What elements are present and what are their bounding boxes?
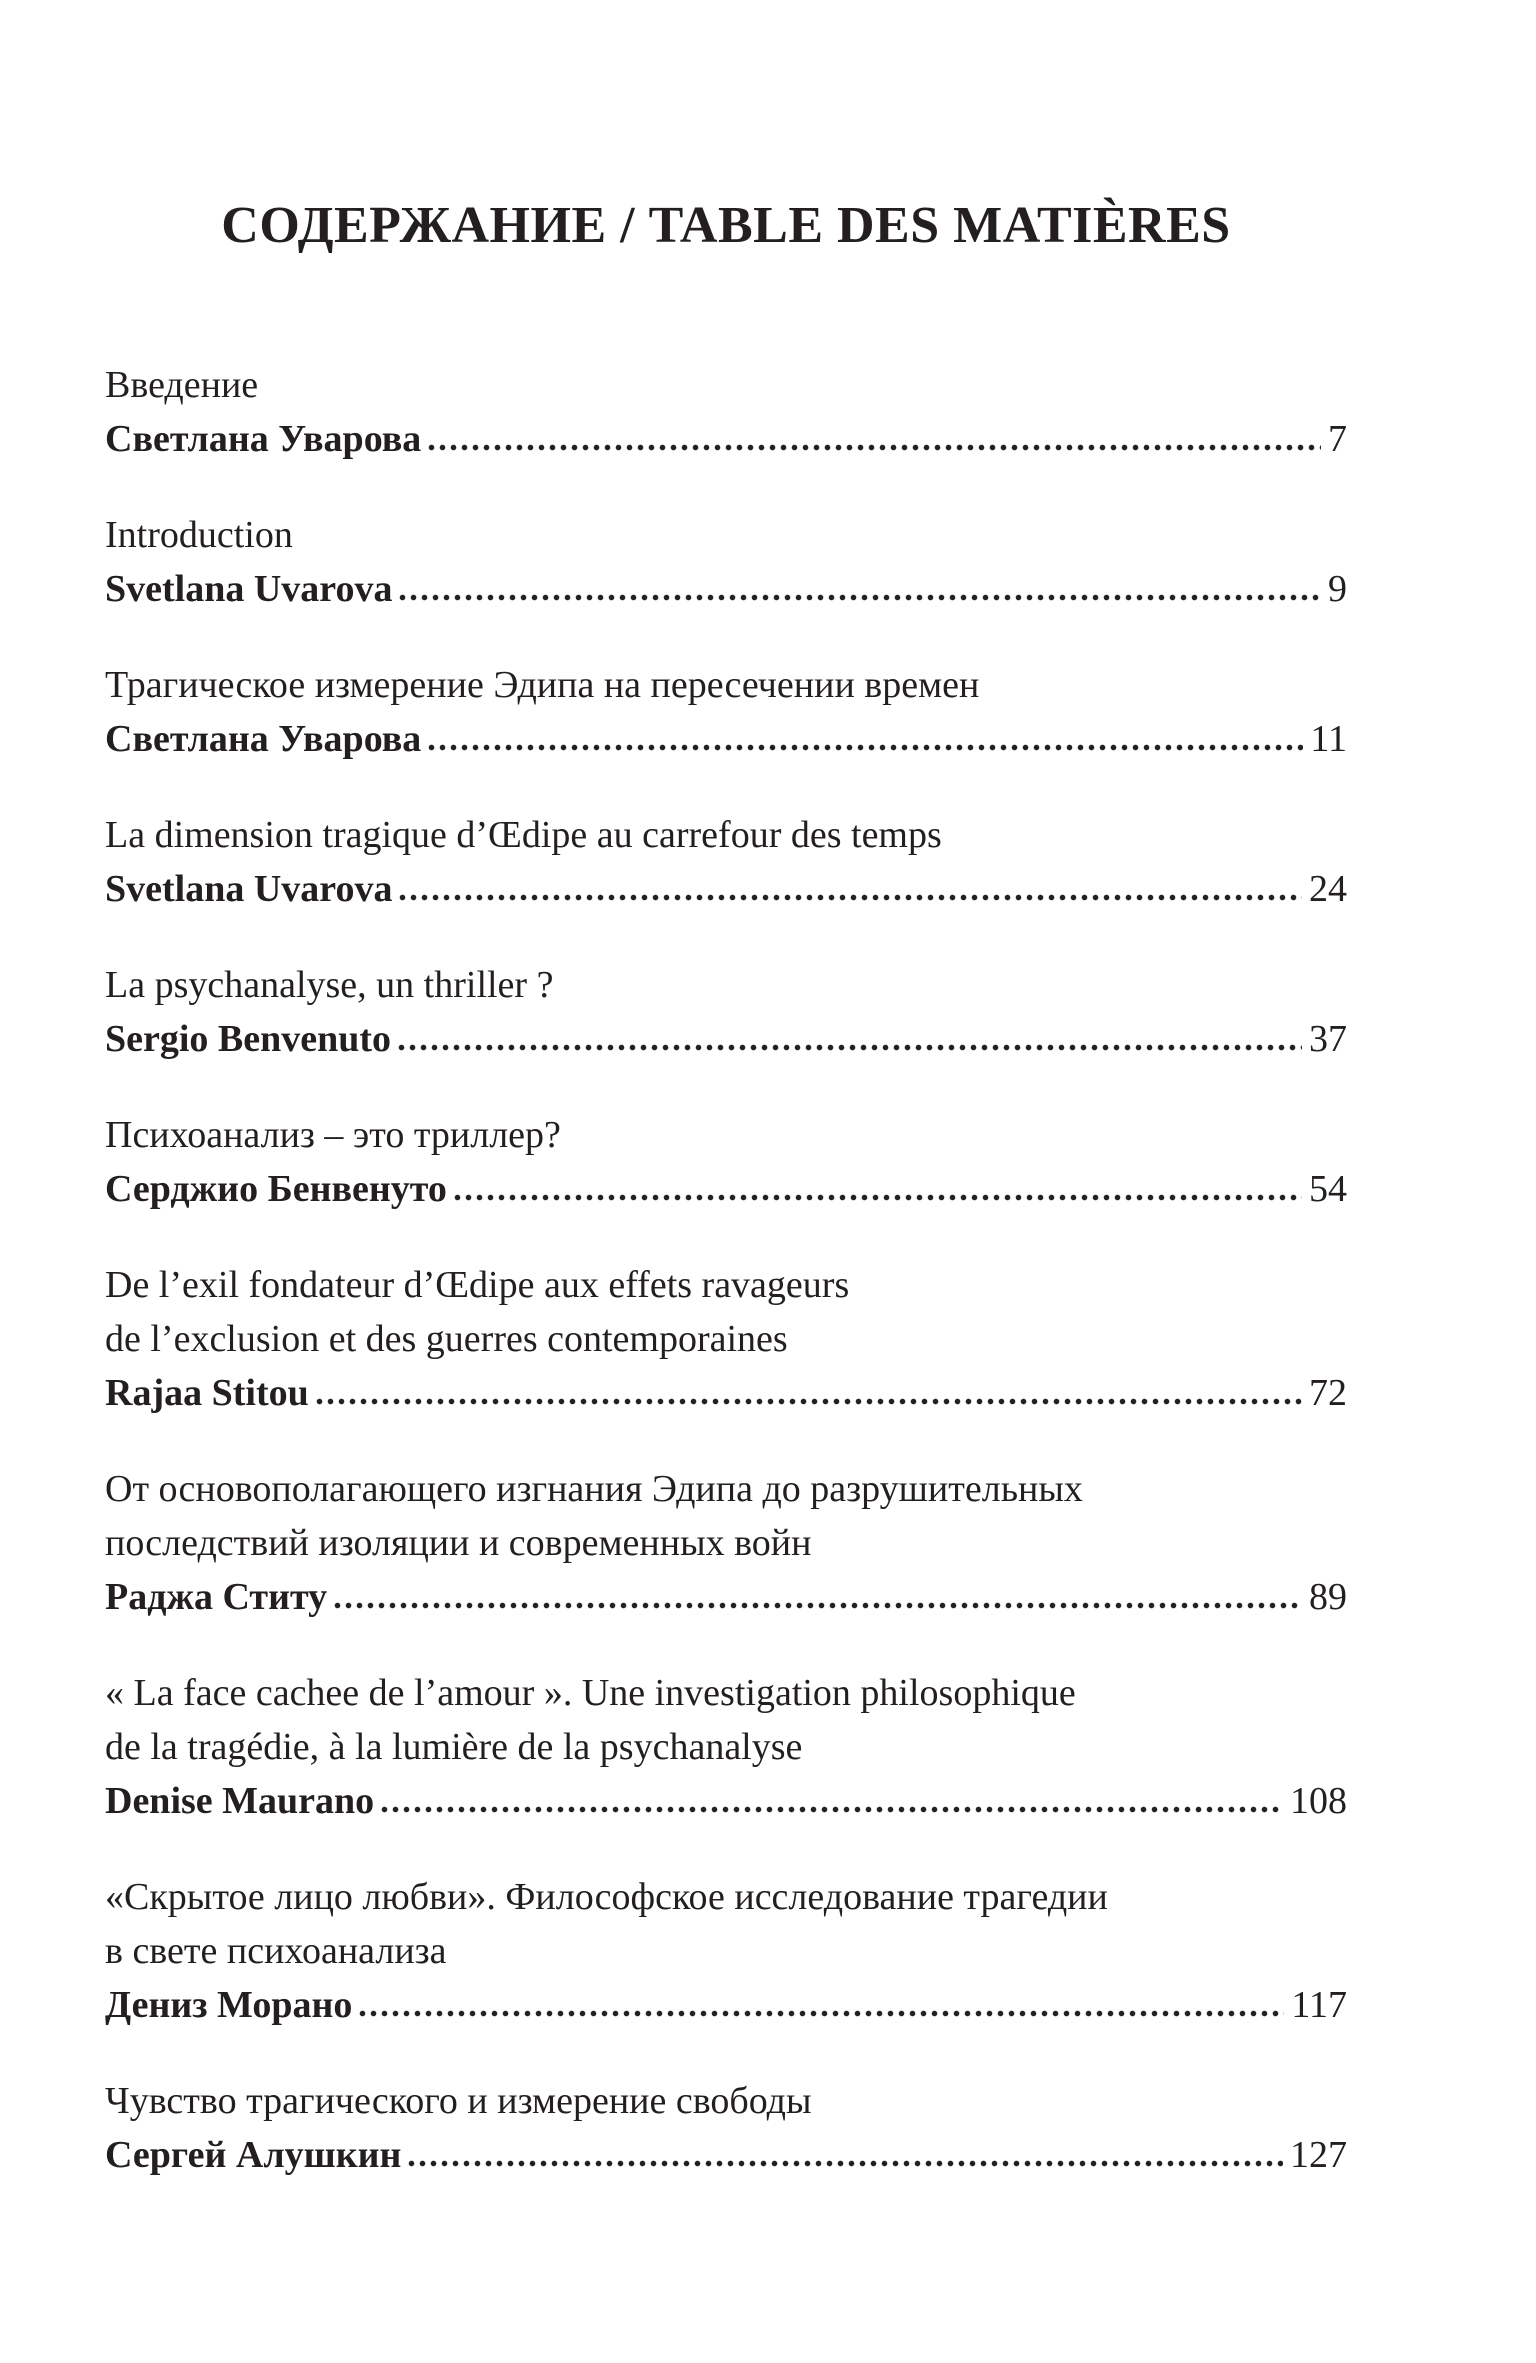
entry-author: Denise Maurano [105, 1780, 375, 1822]
entry-page-number: 54 [1309, 1168, 1347, 1210]
entry-title-line: La dimension tragique d’Œdipe au carrefour des temps [105, 814, 942, 856]
entry-author: Дениз Морано [105, 1984, 353, 2026]
entry-title [105, 358, 1347, 412]
entry-title-line: Introduction [105, 514, 293, 556]
entry-page-number: 9 [1328, 568, 1347, 610]
entry-author-row [105, 862, 1347, 916]
entry-title-line: Введение [105, 364, 259, 406]
toc-entries [105, 358, 1347, 2182]
entry-title [105, 808, 1347, 862]
entry-title-line: La psychanalyse, un thriller ? [105, 964, 554, 1006]
entry-title [105, 1462, 1347, 1570]
entry-author-row [105, 562, 1347, 616]
entry-title-line: Психоанализ – это триллер? [105, 1114, 561, 1156]
entry-author: Серджио Бенвенуто [105, 1168, 447, 1210]
entry-title [105, 1870, 1347, 1978]
toc-entry [105, 1462, 1347, 1624]
entry-page-number: 24 [1309, 868, 1347, 910]
dot-leader [332, 1599, 1302, 1609]
entry-title [105, 508, 1347, 562]
toc-entry [105, 658, 1347, 766]
entry-author: Rajaa Stitou [105, 1372, 309, 1414]
dot-leader [314, 1395, 1302, 1405]
entry-title-line: «Скрытое лицо любви». Философское исследование трагедии [105, 1876, 1108, 1918]
entry-page-number: 11 [1310, 718, 1347, 760]
entry-author-row [105, 1012, 1347, 1066]
toc-entry [105, 1870, 1347, 2032]
entry-title [105, 658, 1347, 712]
entry-title [105, 2074, 1347, 2128]
dot-leader [426, 441, 1321, 451]
entry-author: Сергей Алушкин [105, 2134, 402, 2176]
entry-author: Svetlana Uvarova [105, 568, 393, 610]
entry-author-row [105, 1570, 1347, 1624]
dot-leader [397, 891, 1302, 901]
dot-leader [357, 2007, 1284, 2017]
entry-title-line: последствий изоляции и современных войн [105, 1522, 812, 1564]
entry-author: Светлана Уварова [105, 418, 422, 460]
entry-title [105, 1258, 1347, 1366]
entry-page-number: 7 [1328, 418, 1347, 460]
dot-leader [426, 741, 1303, 751]
toc-entry [105, 1666, 1347, 1828]
entry-title-line: Чувство трагического и измерение свободы [105, 2080, 812, 2122]
entry-author: Sergio Benvenuto [105, 1018, 392, 1060]
entry-author: Раджа Ститу [105, 1576, 328, 1618]
toc-entry [105, 2074, 1347, 2182]
entry-page-number: 127 [1290, 2134, 1347, 2176]
toc-entry [105, 958, 1347, 1066]
entry-title-line: De l’exil fondateur d’Œdipe aux effets ravageurs [105, 1264, 850, 1306]
entry-page-number: 108 [1290, 1780, 1347, 1822]
entry-author-row [105, 1978, 1347, 2032]
dot-leader [396, 1041, 1302, 1051]
toc-entry [105, 508, 1347, 616]
entry-title-line: в свете психоанализа [105, 1930, 447, 1972]
entry-author-row [105, 2128, 1347, 2182]
table-of-contents [105, 196, 1347, 2182]
toc-entry [105, 808, 1347, 916]
entry-page-number: 89 [1309, 1576, 1347, 1618]
entry-title-line: От основополагающего изгнания Эдипа до разрушительных [105, 1468, 1083, 1510]
entry-title-line: « La face cachee de l’amour ». Une investigation philosophique [105, 1672, 1076, 1714]
dot-leader [379, 1803, 1283, 1813]
entry-title [105, 1108, 1347, 1162]
toc-entry [105, 1258, 1347, 1420]
entry-author-row [105, 1774, 1347, 1828]
entry-author-row [105, 712, 1347, 766]
entry-author: Светлана Уварова [105, 718, 422, 760]
entry-author-row [105, 1162, 1347, 1216]
toc-entry [105, 358, 1347, 466]
entry-author-row [105, 412, 1347, 466]
entry-author: Svetlana Uvarova [105, 868, 393, 910]
entry-author-row [105, 1366, 1347, 1420]
dot-leader [397, 591, 1321, 601]
dot-leader [452, 1191, 1302, 1201]
entry-title-line: Трагическое измерение Эдипа на пересечении времен [105, 664, 980, 706]
dot-leader [406, 2157, 1283, 2167]
entry-title-line: de la tragédie, à la lumière de la psychanalyse [105, 1726, 803, 1768]
entry-title [105, 1666, 1347, 1774]
entry-title-line: de l’exclusion et des guerres contemporaines [105, 1318, 788, 1360]
entry-title [105, 958, 1347, 1012]
entry-page-number: 37 [1309, 1018, 1347, 1060]
entry-page-number: 72 [1309, 1372, 1347, 1414]
page-title: СОДЕРЖАНИЕ / TABLE DES MATIÈRES [221, 197, 1231, 254]
toc-entry [105, 1108, 1347, 1216]
entry-page-number: 117 [1291, 1984, 1347, 2026]
